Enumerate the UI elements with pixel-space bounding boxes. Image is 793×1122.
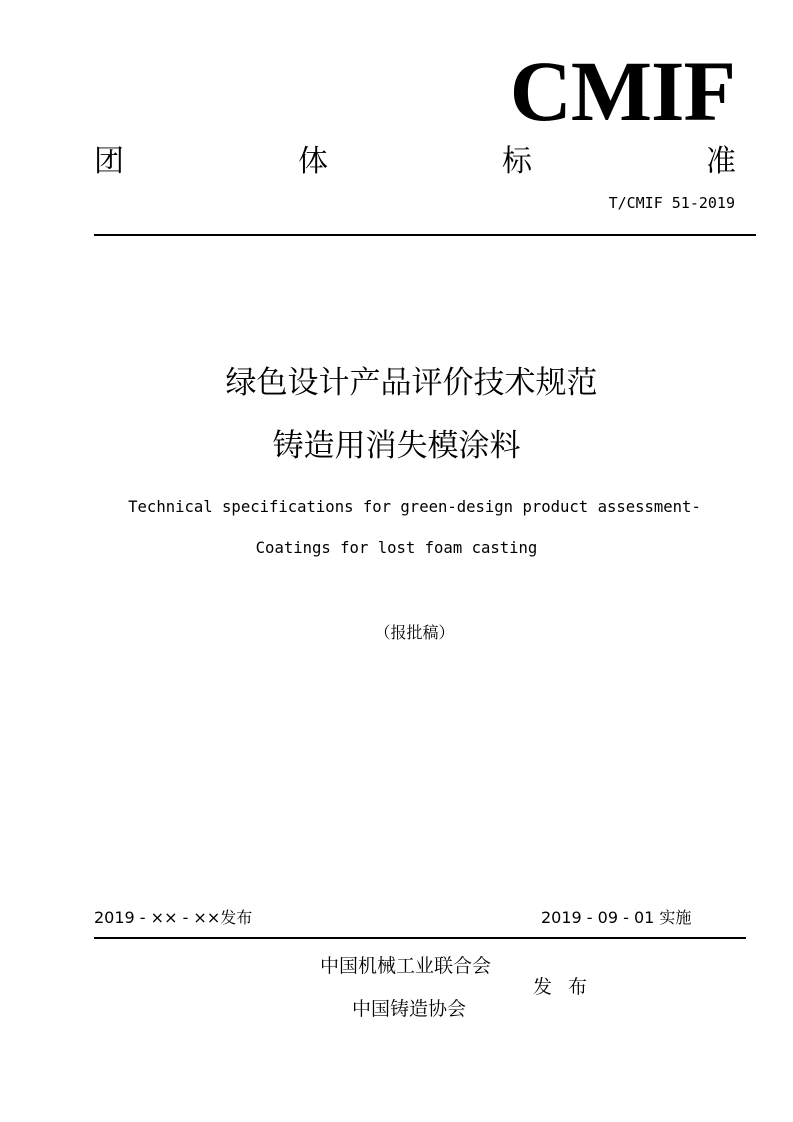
document-title-zh-line2: 铸造用消失模涂料 xyxy=(272,428,521,464)
document-title-zh-line1: 绿色设计产品评价技术规范 xyxy=(225,365,598,401)
standard-code: T/CMIF 51-2019 xyxy=(608,194,735,212)
draft-note: （报批稿） xyxy=(374,623,455,642)
standard-type xyxy=(94,140,736,184)
effective-date: 2019 - 09 - 01 实施 xyxy=(541,908,692,927)
standard-type-char: 团 xyxy=(94,144,124,179)
standard-type-char: 体 xyxy=(298,144,328,179)
standard-type-char: 标 xyxy=(502,144,532,179)
document-title-en-line1: Technical specifications for green-design product assessment- xyxy=(128,498,701,516)
footer-divider xyxy=(94,937,746,939)
publish-date: 2019 - ×× - ××发布 xyxy=(94,908,253,927)
issuer-org: 中国铸造协会 xyxy=(352,998,467,1020)
standard-type-char: 准 xyxy=(706,144,736,179)
document-title-en-line2: Coatings for lost foam casting xyxy=(255,539,538,557)
cmif-logo: CMIF xyxy=(509,43,735,139)
issue-label: 发布 xyxy=(533,976,604,998)
header-divider xyxy=(94,234,756,236)
issuer-org: 中国机械工业联合会 xyxy=(320,955,492,977)
